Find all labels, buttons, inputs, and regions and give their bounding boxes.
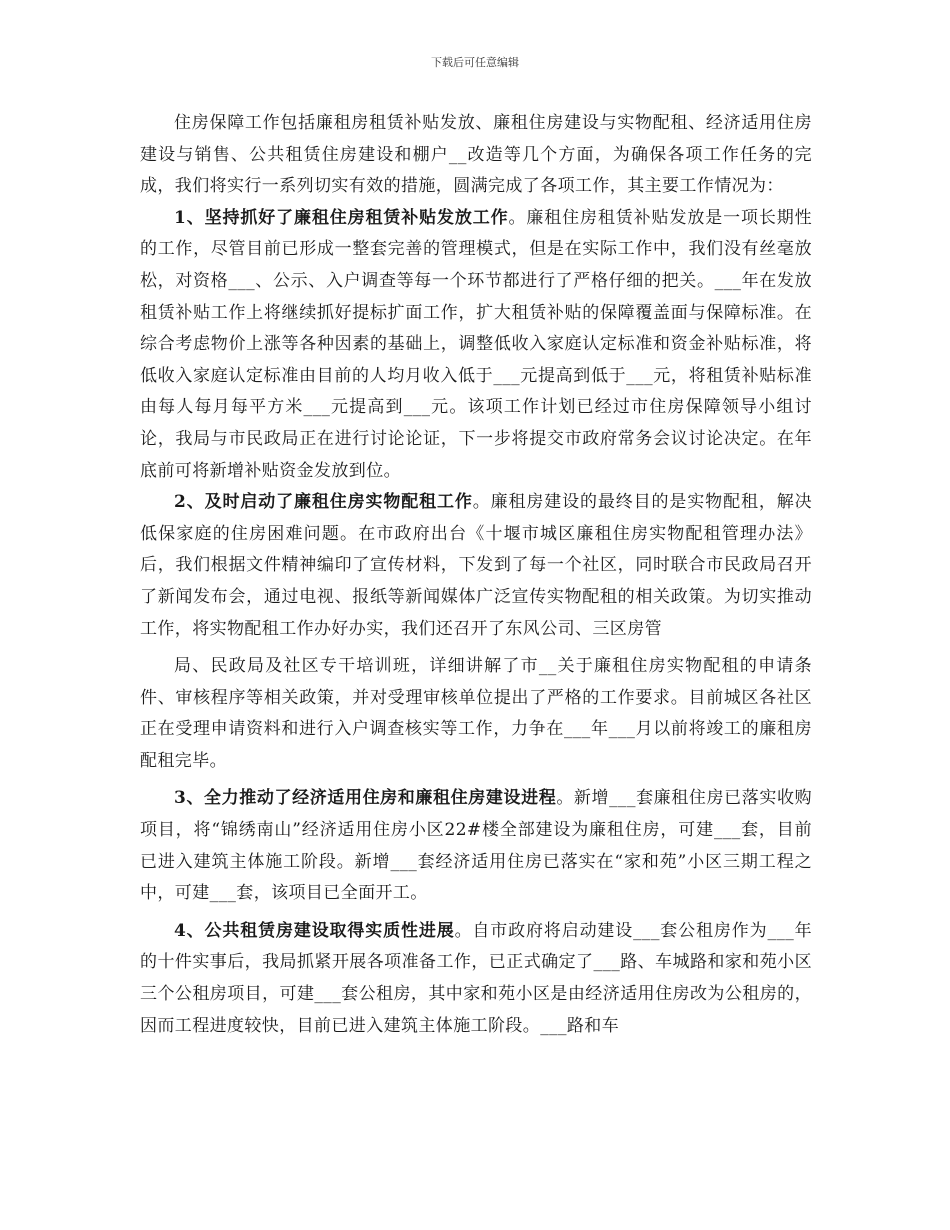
section-3-heading: 3、全力推动了经济适用住房和廉租住房建设进程 [174, 788, 557, 809]
paragraph-text: 。新增___套廉租住房已落实收购项目，将“锦绣南山”经济适用住房小区22#楼全部建设为廉租住房，可建___套，目前已进入建筑主体施工阶段。新增___套经济适用住房已落实在“家和苑”小区三期工程之中，可建___套，该项目已全面开工。 [140, 788, 812, 904]
paragraph-text: 局、民政局及社区专干培训班，详细讲解了市__关于廉租住房实物配租的申请条件、审核程序等相关政策，并对受理审核单位提出了严格的工作要求。目前城区各社区正在受理申请资料和进行入户调查核实等工作，力争在___年___月以前将竣工的廉租房配租完毕。 [140, 656, 812, 771]
paragraph-text: 。廉租住房租赁补贴发放是一项长期性的工作，尽管目前已形成一整套完善的管理模式，但是在实际工作中，我们没有丝毫放松，对资格___、公示、入户调查等每一个环节都进行了严格仔细的把关。___年在发放租赁补贴工作上将继续抓好提标扩面工作，扩大租赁补贴的保障覆盖面与保障标准。在综合考虑物价上涨等各种因素的基础上，调整低收入家庭认定标准和资金补贴标准，将低收入家庭认定标准由目前的人均月收入低于___元提高到低于___元，将租赁补贴标准由每人每月每平方米___元提高到___元。该项工作计划已经过市住房保障领导小组讨论，我局与市民政局正在进行讨论论证，下一步将提交市政府常务会议讨论决定。在年底前可将新增补贴资金发放到位。 [140, 207, 812, 481]
paragraph-text: 。廉租房建设的最终目的是实物配租，解决低保家庭的住房困难问题。在市政府出台《十堰市城区廉租住房实物配租管理办法》后，我们根据文件精神编印了宣传材料，下发到了每一个社区，同时联合市民政局召开了新闻发布会，通过电视、报纸等新闻媒体广泛宣传实物配租的相关政策。为切实推动工作，将实物配租工作办好办实，我们还召开了东风公司、三区房管 [140, 492, 812, 639]
paragraph-text: 住房保障工作包括廉租房租赁补贴发放、廉租住房建设与实物配租、经济适用住房建设与销售、公共租赁住房建设和棚户__改造等几个方面，为确保各项工作任务的完成，我们将实行一系列切实有效的措施，圆满完成了各项工作，其主要工作情况为： [140, 113, 812, 197]
section-2-continued-paragraph [140, 651, 812, 777]
section-1-paragraph [140, 203, 812, 487]
section-2-paragraph [140, 487, 812, 645]
paragraph-text: 。自市政府将启动建设___套公租房作为___年的十件实事后，我局抓紧开展各项准备工作，已正式确定了___路、车城路和家和苑小区三个公租房项目，可建___套公租房，其中家和苑小区是由经济适用住房改为公租房的，因而工程进度较快，目前已进入建筑主体施工阶段。___路和车 [140, 920, 813, 1036]
section-1-heading: 1、坚持抓好了廉租住房租赁补贴发放工作 [174, 207, 509, 228]
section-4-paragraph [140, 916, 812, 1042]
page-header: 下载后可任意编辑 [431, 56, 519, 69]
section-4-heading: 4、公共租赁房建设取得实质性进展 [174, 920, 455, 941]
intro-paragraph [140, 108, 812, 203]
document-body [140, 108, 812, 1042]
section-3-paragraph [140, 783, 812, 909]
section-2-heading: 2、及时启动了廉租住房实物配租工作 [174, 492, 473, 513]
